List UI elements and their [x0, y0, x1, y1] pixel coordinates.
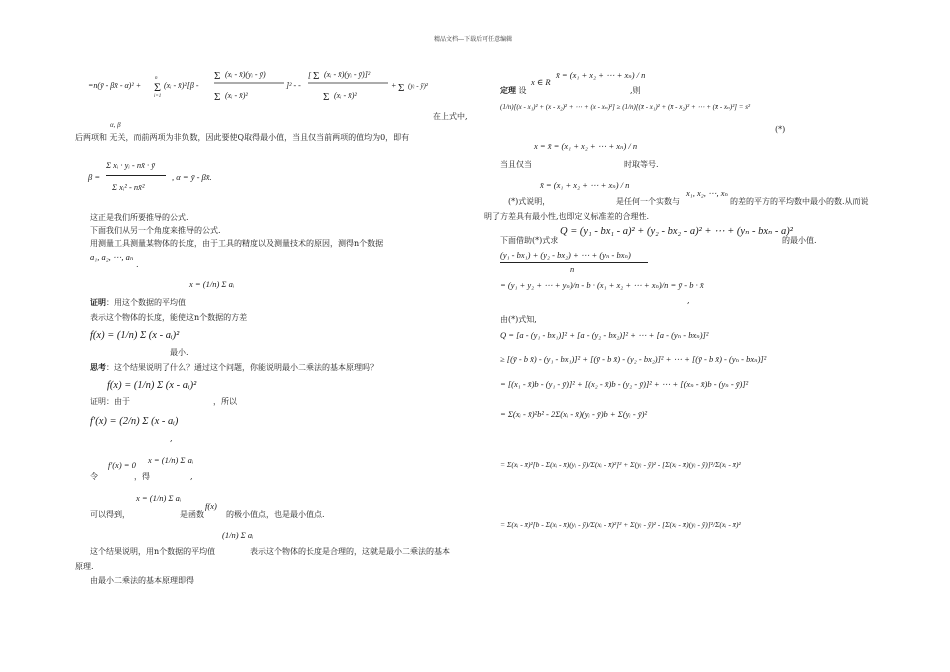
fx-variance-2: f(x) = (1/n) Σ (x - aᵢ)²	[107, 380, 197, 391]
q-line-6: = Σ(xᵢ - x̄)²[b - Σ(xᵢ - x̄)(yᵢ - ȳ)/Σ(xᵢ - x̄)²]² + Σ(yᵢ - ȳ)² - [Σ(xᵢ - x̄)(yᵢ - ȳ)]²/Σ(xᵢ - x̄)²	[500, 520, 741, 529]
q-line-5: = Σ(xᵢ - x̄)²[b - Σ(xᵢ - x̄)(yᵢ - ȳ)/Σ(xᵢ - x̄)²]² + Σ(yᵢ - ȳ)² - [Σ(xᵢ - x̄)(yᵢ - ȳ)]²/Σ(xᵢ - x̄)²	[500, 460, 741, 469]
svg-text:(xᵢ - x̄)²: (xᵢ - x̄)²	[225, 91, 248, 100]
fx-small: f(x)	[205, 501, 217, 511]
proof-2: 证明：由于	[90, 397, 130, 406]
x-mean-2: x = (1/n) Σ aᵢ	[148, 455, 194, 465]
beta-numerator: Σ xᵢ · yᵢ - nx̄ · ȳ	[106, 160, 156, 170]
comma-3: ,	[687, 296, 690, 305]
star-mark: (*)	[775, 125, 786, 134]
alpha-formula: , α = ȳ - βx̄.	[172, 172, 212, 182]
inequality: (1/n)[(x - x₁)² + (x - x₂)² + ⋯ + (x - xₙ)²] ≥ (1/n)[(x̄ - x₁)² + (x̄ - x₂)² + ⋯ + (x̄ - xₙ)²] = s²	[500, 103, 751, 111]
extreme-text: 的极小值点，也是最小值点.	[226, 510, 325, 519]
think-text: ：这个结果说明了什么？通过这个问题，你能说明最小二乘法的基本原理吗？	[106, 363, 378, 372]
star-text-4: 明了方差具有最小性,也即定义标准差的合理性.	[484, 212, 650, 221]
iff-text: 当且仅当	[500, 160, 532, 169]
mean-small: (1/n) Σ aᵢ	[222, 530, 254, 540]
comma-2: ,	[190, 472, 193, 481]
alpha-beta-label: α, β	[110, 121, 121, 129]
comma-1: ,	[170, 434, 173, 443]
svg-text:[: [	[308, 71, 312, 80]
mean-formula: x = (1/n) Σ aᵢ	[189, 279, 235, 289]
x-in-R: x ∈ R	[531, 77, 551, 87]
line-1: 后两项和 无关，而前两项为非负数，因此要使Q取得最小值，当且仅当前两项的值均为0，即有	[75, 133, 410, 142]
line-2: 这正是我们所要推导的公式.	[90, 213, 189, 222]
line-5: 表示这个物体的长度，能使这n个数据的方差	[90, 313, 248, 322]
line-3: 下面我们从另一个角度来推导的公式.	[90, 226, 221, 235]
q-line-4: = Σ(xᵢ - x̄)²b² - 2Σ(xᵢ - x̄)(yᵢ - ȳ)b + Σ(yᵢ - ȳ)²	[500, 409, 648, 419]
is-function-text: 是函数	[180, 510, 204, 519]
xs-list: x₁, x₂, ⋯, xₙ	[686, 188, 728, 198]
mean-fraction-numerator: (y₁ - bx₁) + (y₂ - bx₂) + ⋯ + (yₙ - bxₙ)	[500, 250, 631, 260]
svg-text:(xᵢ - x̄)²[β -: (xᵢ - x̄)²[β -	[164, 81, 199, 90]
then-text: ,则	[630, 86, 641, 95]
star-text-2: 是任何一个实数与	[616, 197, 680, 206]
result-text-2: 表示这个物体的长度是合理的，这就是最小二乘法的基本	[250, 547, 450, 556]
mean-equation: = (y₁ + y₂ + ⋯ + yₙ)/n - b · (x₁ + x₂ + ⋯ + xₙ)/n = ȳ - b · x̄	[500, 280, 704, 290]
principle-text: 原理.	[75, 562, 94, 571]
Q-formula: Q = (y₁ - bx₁ - a)² + (y₂ - bx₂ - a)² + ⋯ + (yₙ - bxₙ - a)²	[560, 226, 793, 237]
theorem-label: 定理	[500, 85, 516, 95]
known-text: 可以得到，	[90, 510, 130, 519]
line-4: 用测量工具测量某物体的长度，由于工具的精度以及测量技术的原因，测得n个数据	[90, 239, 384, 248]
let-text: 令	[90, 472, 98, 481]
q-line-2: ≥ [(ȳ - b x̄) - (y₁ - bx₁)]² + [(ȳ - b x̄) - (y₂ - bx₂)]² + ⋯ + [(ȳ - b x̄) - (yₙ - bxₙ)]²	[500, 354, 767, 364]
proof-text: ：用这个数据的平均值	[106, 298, 186, 307]
svg-text:n: n	[155, 76, 158, 81]
star-text-1: (*)式说明，	[508, 197, 551, 206]
xbar-definition-2: x̄ = (x₁ + x₂ + ⋯ + xₙ) / n	[540, 180, 630, 190]
svg-text:Σ: Σ	[214, 91, 221, 103]
beta-formula	[88, 158, 238, 202]
iff-text-2: 时取等号.	[624, 160, 659, 169]
from-star-text: 由(*)式知,	[500, 315, 537, 324]
data-list-end: .	[136, 260, 139, 269]
svg-text:Σ: Σ	[214, 70, 221, 82]
page-header: 精品文档---下载后可任意编辑	[434, 36, 513, 43]
svg-text:(yᵢ - ȳ)²: (yᵢ - ȳ)²	[408, 82, 428, 90]
in-above-text: 在上式中,	[433, 112, 468, 121]
svg-text:Σ: Σ	[313, 70, 320, 82]
xbar-definition: x̄ = (x₁ + x₂ + ⋯ + xₙ) / n	[556, 70, 646, 80]
think-label: 思考	[90, 362, 106, 372]
min-text: 最小.	[170, 348, 189, 357]
svg-text:]² - -: ]² - -	[286, 81, 301, 90]
svg-text:i=1: i=1	[154, 94, 162, 99]
borrow-text: 下面借助(*)式求	[500, 236, 559, 245]
theorem-set: 设	[518, 86, 527, 95]
svg-text:(xᵢ - x̄)²: (xᵢ - x̄)²	[334, 91, 357, 100]
proof-label: 证明	[90, 297, 106, 307]
star-text-3: 的差的平方的平均数中最小的数.从而说	[730, 197, 869, 206]
x-mean-3: x = (1/n) Σ aᵢ	[136, 493, 182, 503]
min-value-text: 的最小值.	[782, 236, 817, 245]
beta-denominator: Σ xᵢ² - nx̄²	[112, 182, 145, 192]
last-line: 由最小二乘法的基本原理即得	[90, 576, 194, 585]
get-text: ，得	[134, 472, 150, 481]
f-prime: f′(x) = (2/n) Σ (x - aᵢ)	[90, 416, 179, 427]
data-list: a₁, a₂, ⋯, aₙ	[90, 252, 134, 262]
svg-text:Σ: Σ	[323, 91, 330, 103]
result-text: 这个结果说明，用n个数据的平均值	[90, 547, 216, 556]
svg-text:(xᵢ - x̄)(yᵢ - ȳ)]²: (xᵢ - x̄)(yᵢ - ȳ)]²	[324, 70, 371, 79]
so-text: ，所以	[213, 397, 237, 406]
svg-text:Σ: Σ	[154, 80, 161, 94]
equality-x: x = x̄ = (x₁ + x₂ + ⋯ + xₙ) / n	[534, 141, 638, 151]
svg-text:+: +	[391, 81, 397, 90]
q-line-1: Q = [a - (y₁ - bx₁)]² + [a - (y₂ - bx₂)]² + ⋯ + [a - (yₙ - bxₙ)]²	[500, 330, 709, 340]
mean-fraction-denominator: n	[570, 264, 575, 274]
svg-text:=n(ȳ - βx̄ - α)² +: =n(ȳ - βx̄ - α)² +	[88, 81, 142, 90]
beta-lhs: β =	[88, 172, 101, 182]
fx-variance-1: f(x) = (1/n) Σ (x - aᵢ)²	[90, 330, 180, 341]
top-equation	[88, 66, 428, 110]
q-line-3: = [(x₁ - x̄)b - (y₁ - ȳ)]² + [(x₂ - x̄)b - (y₂ - ȳ)]² + ⋯ + [(xₙ - x̄)b - (yₙ - ȳ)]²	[500, 379, 749, 389]
f-prime-zero: f′(x) = 0	[108, 460, 136, 470]
svg-text:(xᵢ - x̄)(yᵢ - ȳ): (xᵢ - x̄)(yᵢ - ȳ)	[225, 70, 266, 79]
svg-text:Σ: Σ	[398, 82, 405, 94]
